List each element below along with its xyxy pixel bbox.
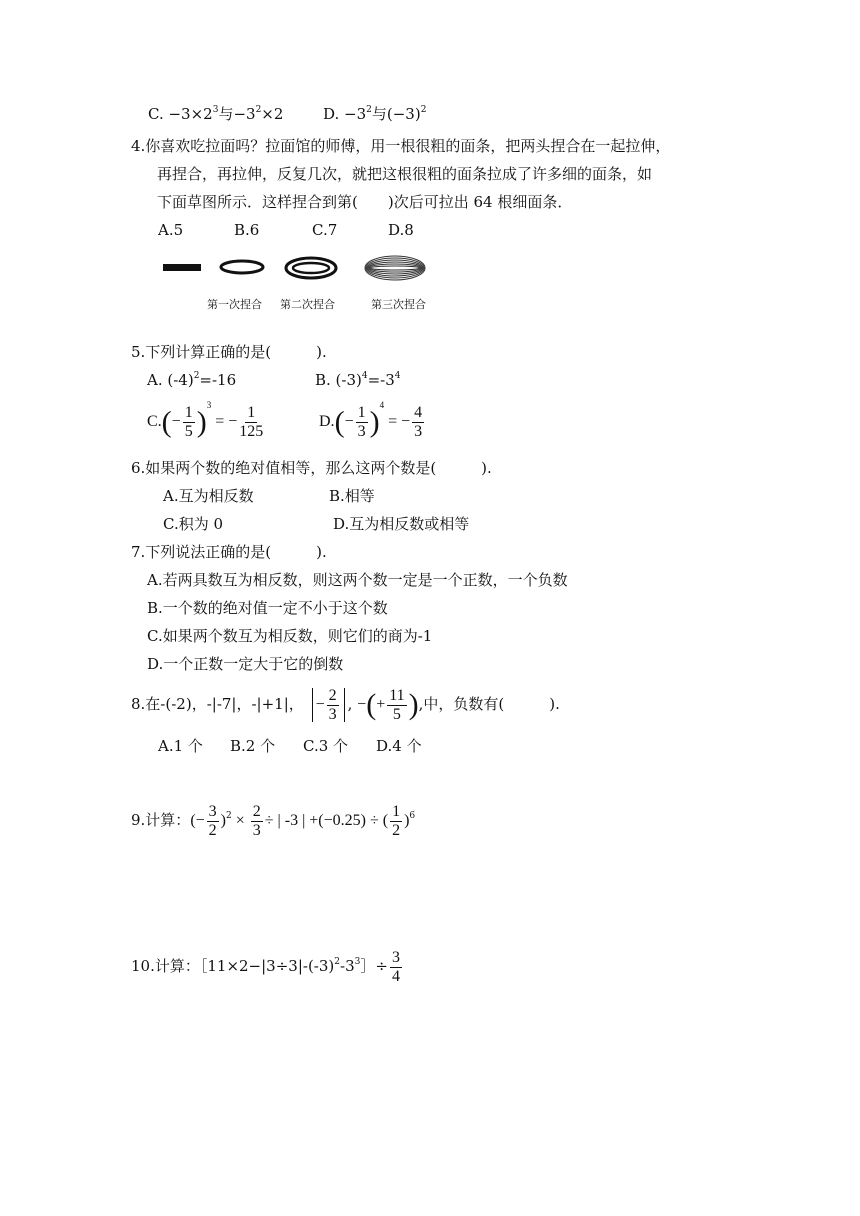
q7-option-b: B.一个数的绝对值一定不小于这个数 <box>147 599 388 617</box>
q6-options-ab <box>163 486 375 506</box>
noodle-loop-1 <box>221 261 263 273</box>
q7-option-a: A.若两具数互为相反数，则这两个数一定是一个正数，一个负数 <box>147 571 568 589</box>
q4-stem-line-3: 下面草图所示．这样捏合到第( )次后可拉出 64 根细面条． <box>157 193 573 211</box>
caption-first-pinch: 第一次捏合 <box>207 299 262 311</box>
noodle-thick-bar <box>163 264 201 271</box>
q3-option-c: C. $-3\times 2^3$与$-3^2\times 2$ <box>148 105 284 123</box>
noodle-pinch-figure <box>158 250 458 290</box>
q8-stem: 8.在-(-2)，-|-7|，-|+1|， − $\frac{2}{3}$ , −(+ $\frac{11}{5}$ ),中，负数有( ). <box>131 686 560 723</box>
q4-option-a: A.5 <box>158 221 184 239</box>
q4-option-c: C.7 <box>312 221 338 239</box>
q5-option-d: D.(− $\frac{1}{3}$ )$^4$ = − $\frac{4}{3}$ <box>319 400 423 440</box>
q6-option-d: D.互为相反数或相等 <box>333 515 470 533</box>
q6-option-c: C.积为 0 <box>163 515 224 533</box>
noodle-loop-2-inner <box>293 263 329 273</box>
q5-stem: 5.下列计算正确的是( ). <box>131 343 327 361</box>
q8-option-c: C.3 个 <box>303 737 349 755</box>
q3-options-line <box>148 104 426 124</box>
q4-stem-line-2: 再捏合，再拉伸，反复几次，就把这根很粗的面条拉成了许多细的面条，如 <box>157 165 653 183</box>
q8-options <box>158 736 422 756</box>
q3-option-d: D. $-3^2$与$(-3)^2$ <box>322 105 427 123</box>
q4-option-b: B.6 <box>234 221 260 239</box>
q6-stem: 6.如果两个数的绝对值相等，那么这两个数是( ). <box>131 459 492 477</box>
q5-options-ab <box>147 370 401 390</box>
q6-option-b: B.相等 <box>329 487 375 505</box>
q6-option-a: A.互为相反数 <box>163 487 254 505</box>
q8-option-b: B.2 个 <box>230 737 276 755</box>
noodle-loop-3 <box>365 256 425 280</box>
q5-option-c: C.(− $\frac{1}{5}$ )$^3$ = − $\frac{1}{125}$ <box>147 400 264 440</box>
q8-option-d: D.4 个 <box>376 737 422 755</box>
q7-stem: 7.下列说法正确的是( ). <box>131 543 327 561</box>
q5-option-a: A. $(-4)^2=-16$ <box>147 371 237 389</box>
q4-option-d: D.8 <box>388 221 414 239</box>
q9-problem: 9.计算：(− $\frac{3}{2}$ )$^2$ × $\frac{2}{3}$ ÷ | -3 | +(−0.25) ÷ ( $\frac{1}{2}$ )$^6$ <box>131 802 416 839</box>
caption-third-pinch: 第三次捏合 <box>371 299 426 311</box>
q8-option-a: A.1 个 <box>158 737 203 755</box>
q4-options <box>158 220 414 240</box>
caption-second-pinch: 第二次捏合 <box>280 299 335 311</box>
q4-stem-line-1: 4.你喜欢吃拉面吗？拉面馆的师傅，用一根很粗的面条，把两头捏合在一起拉伸， <box>131 137 671 155</box>
q10-problem: 10.计算：$[11\times 2-|3\div 3|-(-3)^2-3^3]\div$ $\frac{3}{4}$ <box>131 948 400 985</box>
q6-options-cd <box>163 514 469 534</box>
q5-option-b: B. $(-3)^4=-3^4$ <box>315 371 401 389</box>
q7-option-c: C.如果两个数互为相反数，则它们的商为-1 <box>147 627 433 645</box>
q7-option-d: D.一个正数一定大于它的倒数 <box>147 655 344 673</box>
